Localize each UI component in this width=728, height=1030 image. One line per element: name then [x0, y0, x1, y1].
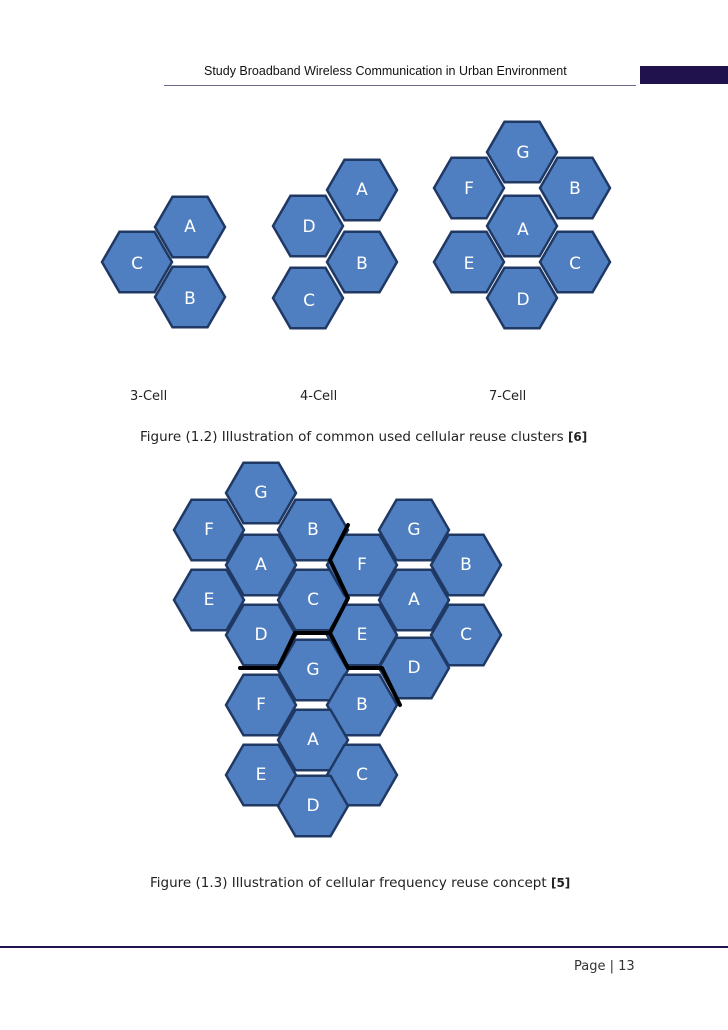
cell-4-cell-2-label: D — [302, 217, 316, 237]
cell-7-cell-3 — [540, 158, 610, 219]
figure-1-2-caption-text: Figure (1.2) Illustration of common used cellular reuse clusters — [140, 429, 568, 445]
figure-1-3-caption-text: Figure (1.3) Illustration of cellular frequency reuse concept — [150, 875, 551, 891]
cluster-label-4-cell: 4-Cell — [300, 389, 338, 404]
reuse-cell-15-label: G — [306, 660, 320, 680]
reuse-cell-11-label: A — [408, 590, 420, 610]
cell-4-cell-3 — [327, 232, 397, 293]
cell-7-cell-1 — [487, 122, 557, 183]
reuse-cell-1-label: G — [254, 483, 268, 503]
page-number: Page | 13 — [574, 959, 635, 974]
cell-4-cell-4-label: C — [303, 291, 315, 311]
cell-7-cell-4 — [487, 196, 557, 257]
reuse-cell-17-label: B — [356, 695, 368, 715]
cell-4-cell-2 — [273, 196, 343, 257]
reuse-cell-5-label: E — [203, 590, 215, 610]
reuse-cell-10-label: B — [460, 555, 472, 575]
page-header-title: Study Broadband Wireless Communication in Urban Environment — [204, 64, 567, 78]
cell-3-cell-1 — [155, 197, 225, 258]
figure-1-2-caption-ref: [6] — [567, 430, 588, 444]
reuse-cell-9-label: F — [357, 555, 367, 575]
reuse-cell-7-label: D — [254, 625, 268, 645]
figure-reuse-clusters — [0, 100, 728, 440]
reuse-cell-13-label: C — [460, 625, 472, 645]
reuse-cell-19-label: E — [255, 765, 267, 785]
cell-3-cell-2-label: C — [131, 254, 143, 274]
cluster-label-7-cell: 7-Cell — [489, 389, 527, 404]
cell-3-cell-3-label: B — [184, 289, 196, 309]
cell-7-cell-5 — [434, 232, 504, 293]
cell-7-cell-7-label: D — [516, 290, 530, 310]
figure-1-3-caption-ref: [5] — [550, 876, 571, 890]
cell-7-cell-7 — [487, 268, 557, 329]
header-accent-bar — [640, 66, 728, 84]
header-rule — [164, 85, 636, 86]
cell-7-cell-3-label: B — [569, 179, 581, 199]
cell-7-cell-6-label: C — [569, 254, 581, 274]
reuse-cell-18-label: A — [307, 730, 319, 750]
reuse-cell-12-label: E — [356, 625, 368, 645]
reuse-cell-1 — [226, 463, 296, 524]
reuse-cell-6-label: C — [307, 590, 319, 610]
cell-7-cell-4-label: A — [517, 220, 529, 240]
cell-3-cell-1-label: A — [184, 217, 196, 237]
cell-3-cell-2 — [102, 232, 172, 293]
reuse-cell-4-label: A — [255, 555, 267, 575]
reuse-cell-2-label: F — [204, 520, 214, 540]
figure-1-3-caption — [150, 875, 570, 891]
reuse-cell-14-label: D — [407, 658, 421, 678]
cell-7-cell-6 — [540, 232, 610, 293]
cell-7-cell-5-label: E — [463, 254, 475, 274]
cell-7-cell-2 — [434, 158, 504, 219]
footer-rule — [0, 946, 728, 948]
reuse-cell-8-label: G — [407, 520, 421, 540]
cluster-label-3-cell: 3-Cell — [130, 389, 168, 404]
reuse-cell-20-label: C — [356, 765, 368, 785]
cell-3-cell-3 — [155, 267, 225, 328]
cell-7-cell-1-label: G — [516, 143, 530, 163]
figure-frequency-reuse — [0, 450, 728, 860]
reuse-cell-3-label: B — [307, 520, 319, 540]
cell-4-cell-3-label: B — [356, 254, 368, 274]
reuse-cell-21-label: D — [306, 796, 320, 816]
reuse-cell-16-label: F — [256, 695, 266, 715]
cell-4-cell-4 — [273, 268, 343, 329]
cell-4-cell-1 — [327, 160, 397, 221]
cell-7-cell-2-label: F — [464, 179, 474, 199]
figure-1-2-caption — [140, 429, 587, 445]
cell-4-cell-1-label: A — [356, 180, 368, 200]
